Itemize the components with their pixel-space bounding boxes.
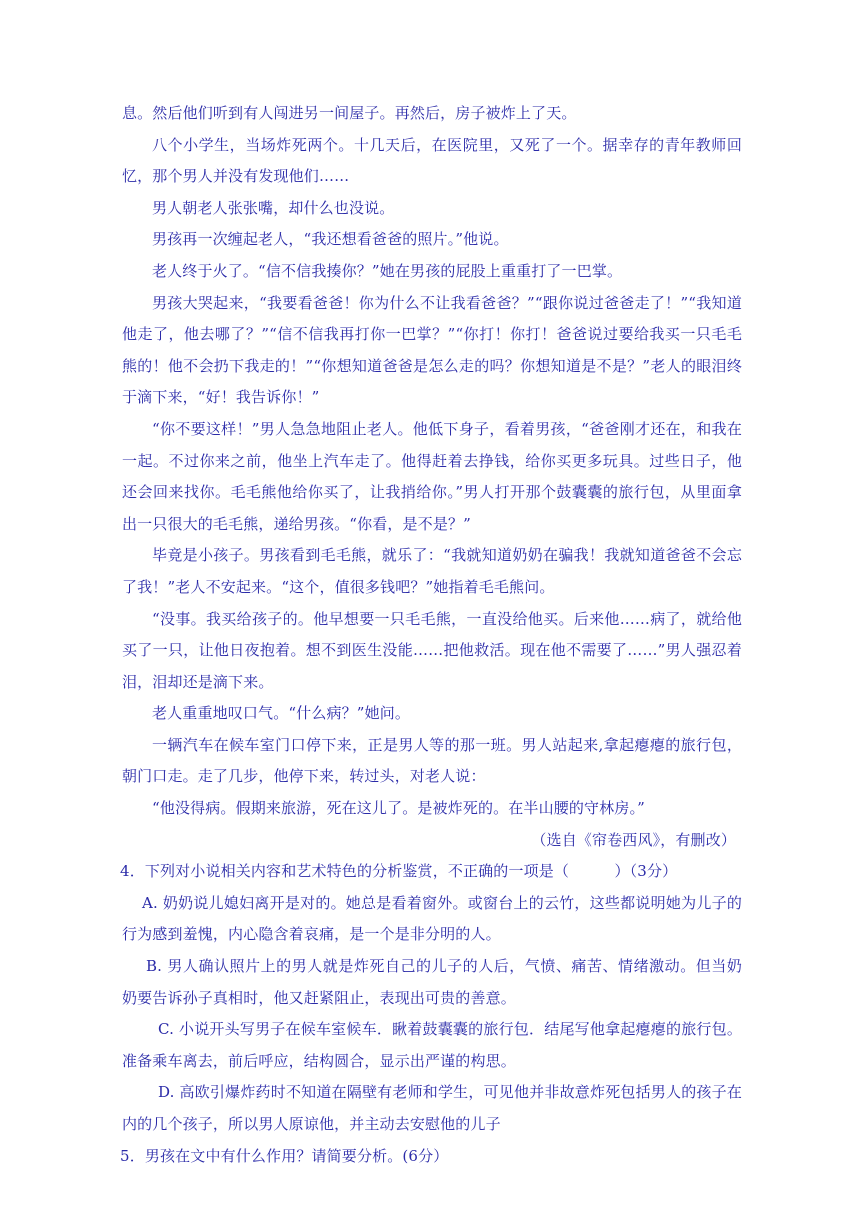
story-paragraph: 一辆汽车在候车室门口停下来，正是男人等的那一班。男人站起来,拿起瘪瘪的旅行包，朝门口走。走了几步，他停下来，转过头，对老人说：	[122, 735, 742, 786]
question-4-option-c: C. 小说开头写男子在候车室候车．瞅着鼓囊囊的旅行包．结尾写他拿起瘪瘪的旅行包。准备乘车离去，前后呼应，结构圆合，显示出严谨的构思。	[122, 1020, 742, 1070]
story-paragraph: 毕竟是小孩子。男孩看到毛毛熊，就乐了：“我就知道奶奶在骗我！我就知道爸爸不会忘了我！”老人不安起来。“这个，值很多钱吧？”她指着毛毛熊问。	[122, 546, 742, 596]
document-body	[122, 98, 742, 1172]
story-paragraph: “他没得病。假期来旅游，死在这儿了。是被炸死的。在半山腰的守林房。”	[152, 799, 645, 818]
story-paragraph: 男人朝老人张张嘴，却什么也没说。	[152, 198, 395, 217]
story-paragraph: 息。然后他们听到有人闯进另一间屋子。再然后，房子被炸上了天。	[122, 104, 577, 122]
question-4-stem: 4．下列对小说相关内容和艺术特色的分析鉴赏，不正确的一项是（ ）（3分）	[120, 862, 678, 881]
story-paragraph: “你不要这样！”男人急急地阻止老人。他低下身子，看着男孩，“爸爸刚才还在，和我在一起。不过你来之前，他坐上汽车走了。他得赶着去挣钱，给你买更多玩具。过些日子，他还会回来找你。毛毛熊他给你买了，让我捎给你。”男人打开那个鼓囊囊的旅行包，从里面拿出一只很大的毛毛熊，递给男孩。“你看，是不是？”	[122, 419, 742, 533]
story-paragraph: 老人终于火了。“信不信我揍你？”她在男孩的屁股上重重打了一巴掌。	[152, 261, 623, 280]
question-4-option-a: A. 奶奶说儿媳妇离开是对的。她总是看着窗外。或窗台上的云竹，这些都说明她为儿子的行为感到羞愧，内心隐含着哀痛，是一个是非分明的人。	[122, 893, 742, 944]
question-4-option-b: B. 男人确认照片上的男人就是炸死自己的儿子的人后，气愤、痛苦、情绪激动。但当奶奶要告诉孙子真相时，他又赶紧阻止，表现出可贵的善意。	[122, 957, 742, 1007]
story-paragraph: 男孩大哭起来，“我要看爸爸！你为什么不让我看爸爸？”“跟你说过爸爸走了！”“我知道他走了，他去哪了？”“信不信我再打你一巴掌？”“你打！你打！爸爸说过要给我买一只毛毛熊的！他不会扔下我走的！”“你想知道爸爸是怎么走的吗？你想知道是不是？”老人的眼泪终于滴下来，“好！我告诉你！”	[122, 293, 742, 407]
question-4-option-d: D. 高欧引爆炸药时不知道在隔壁有老师和学生，可见他并非故意炸死包括男人的孩子在内的几个孩子，所以男人原谅他，并主动去安慰他的儿子	[122, 1083, 742, 1133]
question-5-stem: 5．男孩在文中有什么作用？请简要分析。(6分）	[120, 1146, 449, 1165]
story-source-citation: （选自《帘卷西风》，有删改）	[531, 830, 736, 849]
story-paragraph: “没事。我买给孩子的。他早想要一只毛毛熊，一直没给他买。后来他……病了，就给他买了一只，让他日夜抱着。想不到医生没能……把他救活。现在他不需要了……”男人强忍着泪，泪却还是滴下来。	[122, 609, 742, 691]
story-paragraph: 八个小学生，当场炸死两个。十几天后，在医院里，又死了一个。据幸存的青年教师回忆，那个男人并没有发现他们……	[122, 135, 742, 186]
story-paragraph: 男孩再一次缠起老人，“我还想看爸爸的照片。”他说。	[152, 230, 509, 249]
story-paragraph: 老人重重地叹口气。“什么病？”她问。	[152, 704, 411, 723]
